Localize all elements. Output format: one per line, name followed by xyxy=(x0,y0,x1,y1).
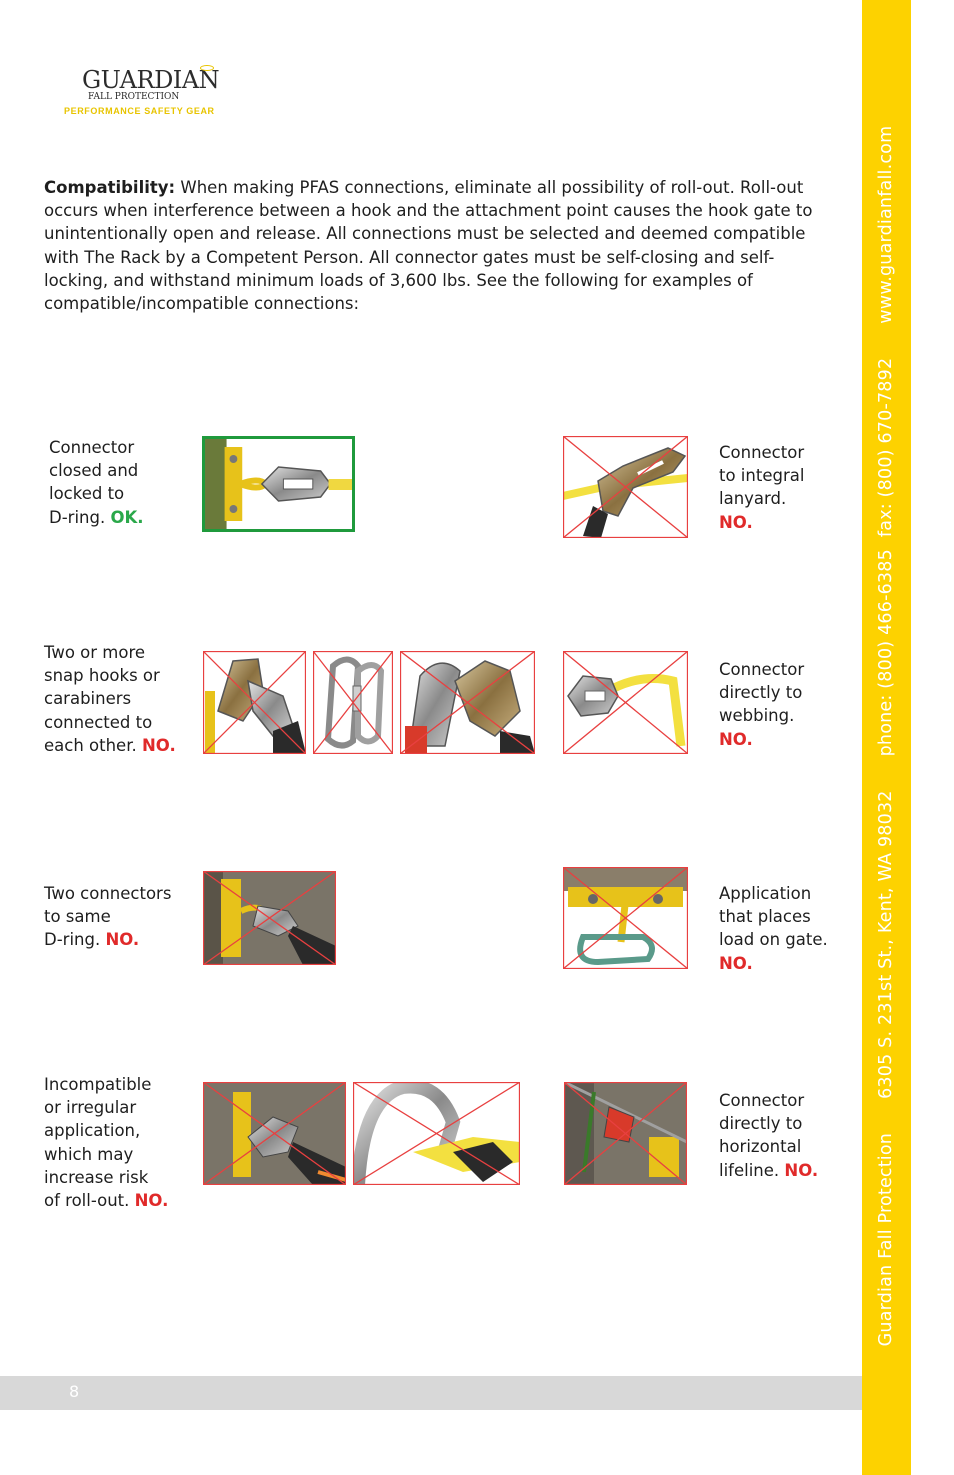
sidebar-company: Guardian Fall Protection xyxy=(876,1132,896,1347)
halo-icon xyxy=(200,65,214,71)
caption-line: of roll-out. xyxy=(44,1191,130,1211)
photo-irregular-application xyxy=(203,1082,346,1185)
caption-line: each other. xyxy=(44,735,137,755)
caption-1 xyxy=(49,436,144,529)
caption-line: to same xyxy=(44,907,111,927)
caption-line: snap hooks or xyxy=(44,666,160,686)
photo-connector-locked-dring xyxy=(202,436,355,532)
caption-line: lifeline. xyxy=(719,1160,780,1180)
caption-3 xyxy=(44,641,176,757)
photo-load-on-gate xyxy=(563,867,688,969)
ok-verdict: OK. xyxy=(110,507,144,527)
caption-line: locked to xyxy=(49,484,125,504)
caption-line: webbing. xyxy=(719,706,795,726)
caption-line: to integral xyxy=(719,466,805,486)
intro-paragraph xyxy=(44,176,824,315)
caption-2 xyxy=(719,441,804,534)
caption-line: lanyard. xyxy=(719,489,787,509)
photo-two-connectors-same-dring xyxy=(203,871,336,965)
intro-text: When making PFAS connections, eliminate all possibility of roll-out. Roll-out occurs when interference between a hook and the attachment point causes the hook gate to unintentionally open and release. All connections must be selected and deemed compatible with The Rack by a Competent Person. All connector gates must be self-closing and self-locking, and withstand minimum loads of 3,600 lbs. See the following for examples of compatible/incompatible connections: xyxy=(44,178,813,314)
caption-7 xyxy=(44,1073,168,1212)
no-verdict: NO. xyxy=(105,930,140,950)
caption-line: Application xyxy=(719,884,812,903)
caption-line: Connector xyxy=(719,1091,805,1110)
caption-line: connected to xyxy=(44,712,153,732)
caption-line: Connector xyxy=(719,660,805,679)
sidebar-web: www.guardianfall.com xyxy=(876,125,896,324)
caption-line: D-ring. xyxy=(44,930,101,950)
caption-line: Incompatible xyxy=(44,1075,152,1094)
page-number: 8 xyxy=(69,1382,80,1401)
caption-4 xyxy=(719,658,804,751)
no-verdict: NO. xyxy=(141,735,176,755)
caption-8 xyxy=(719,1089,818,1182)
caption-line: carabiners xyxy=(44,689,132,709)
no-verdict: NO. xyxy=(719,512,753,532)
photo-rebar-hook-application xyxy=(353,1082,520,1185)
logo-tagline: PERFORMANCE SAFETY GEAR xyxy=(64,106,215,116)
contact-sidebar xyxy=(862,0,911,1475)
photo-snap-hooks-connected xyxy=(203,651,306,754)
caption-line: Two or more xyxy=(44,643,146,662)
photo-connector-integral-lanyard xyxy=(563,436,688,538)
caption-line: Two connectors xyxy=(44,884,172,903)
caption-line: Connector xyxy=(719,443,805,462)
intro-heading: Compatibility: xyxy=(44,178,176,197)
no-verdict: NO. xyxy=(719,953,753,973)
caption-line: which may xyxy=(44,1144,134,1164)
no-verdict: NO. xyxy=(134,1191,169,1211)
caption-line: Connector xyxy=(49,438,135,457)
caption-line: closed and xyxy=(49,461,139,481)
no-verdict: NO. xyxy=(784,1160,819,1180)
caption-5 xyxy=(44,882,171,952)
no-verdict: NO. xyxy=(719,729,753,749)
caption-line: directly to xyxy=(719,1114,803,1134)
logo-sub: FALL PROTECTION xyxy=(88,92,180,102)
caption-6 xyxy=(719,882,828,975)
photo-carabiners-connected xyxy=(313,651,393,754)
photo-hooks-connected-closeup xyxy=(400,651,535,754)
caption-line: directly to xyxy=(719,683,803,703)
footer-bar xyxy=(0,1376,862,1410)
sidebar-contact-text xyxy=(876,126,896,1347)
caption-line: application, xyxy=(44,1121,141,1141)
sidebar-address: 6305 S. 231st St., Kent, WA 98032 xyxy=(876,790,896,1099)
logo-brand: GUARDIAN xyxy=(82,66,220,94)
caption-line: increase risk xyxy=(44,1167,149,1187)
caption-line: D-ring. xyxy=(49,507,106,527)
caption-line: or irregular xyxy=(44,1098,137,1118)
caption-line: load on gate. xyxy=(719,930,828,950)
caption-line: horizontal xyxy=(719,1137,802,1157)
photo-connector-horizontal-lifeline xyxy=(564,1082,687,1185)
caption-line: that places xyxy=(719,907,811,927)
guardian-logo xyxy=(62,62,232,122)
sidebar-fax: fax: (800) 670-7892 xyxy=(876,357,896,538)
photo-connector-to-webbing xyxy=(563,651,688,754)
sidebar-phone: phone: (800) 466-6385 xyxy=(876,549,896,757)
